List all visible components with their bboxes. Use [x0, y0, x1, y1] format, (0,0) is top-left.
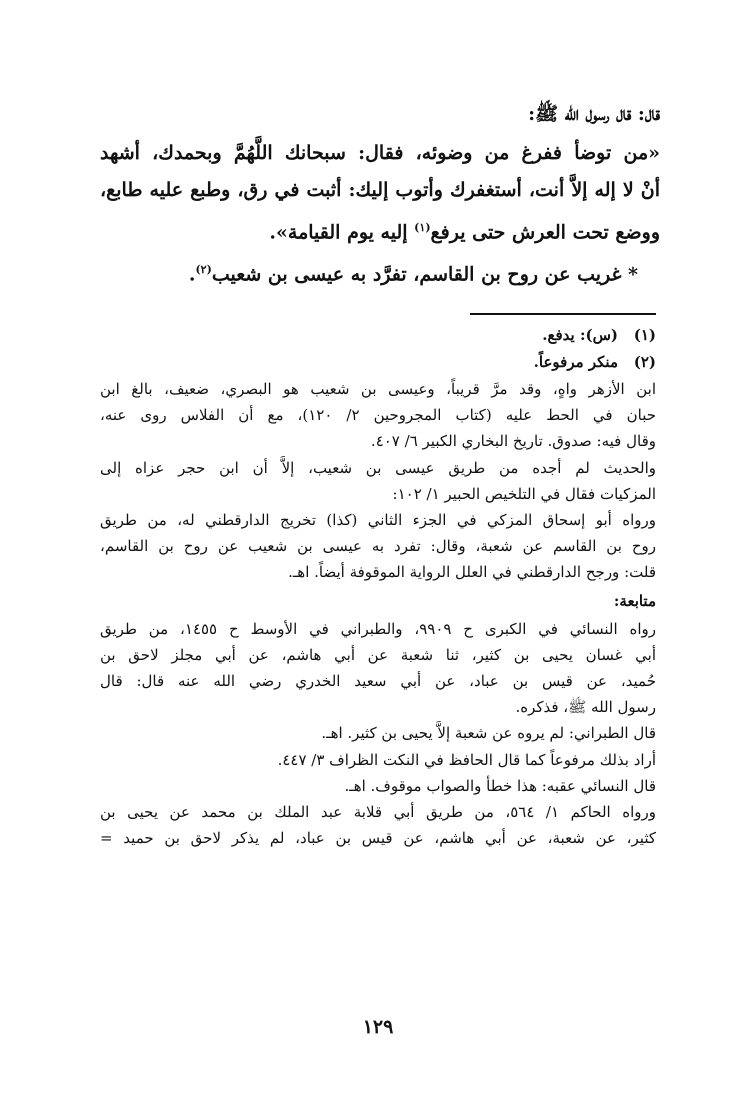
footnote-2 — [100, 349, 656, 376]
main-line-2: «من توضأ ففرغ من وضوئه، فقال: سبحانك اللَّهُمَّ وبحمدك، أشهد — [100, 142, 660, 164]
note-para-1-line-1: ابن الأزهر واهٍ، وقد مرَّ قريباً، وعيسى بن شعيب هو البصري، ضعيف، بالغ ابن — [100, 380, 656, 398]
main-line-5-text: * غريب عن روح بن القاسم، تفرَّد به عيسى بن شعيب — [211, 263, 638, 286]
main-line-1: قال: قال رسول الله ﷺ: — [528, 103, 660, 125]
footnote-divider — [470, 313, 656, 315]
note-para-3-line-3: قلت: ورجح الدارقطني في العلل الرواية الموقوفة أيضاً. اهـ. — [288, 563, 656, 582]
note-para-3-line-1: ورواه أبو إسحاق المزكي في الجزء الثاني (كذا) تخريج الدارقطني له، من طريق — [100, 511, 656, 530]
note-para-4-line-1: رواه النسائي في الكبرى ح ٩٩٠٩، والطبراني في الأوسط ح ١٤٥٥، من طريق — [100, 619, 657, 638]
note-para-2-line-2: المزكيات فقال في التلخيص الحبير ١/ ١٠٢: — [392, 484, 656, 503]
footnote-1-text: (س): يدفع. — [542, 326, 618, 344]
note-para-4-line-3: حُميد، عن قيس بن عباد، عن أبي سعيد الخدري رضي الله عنه قال: قال — [100, 672, 656, 691]
footnote-2-text: منكر مرفوعاً. — [533, 353, 618, 371]
note-para-5: قال الطبراني: لم يروه عن شعبة إلاَّ يحيى بن كثير. اهـ. — [321, 724, 656, 743]
main-text — [100, 96, 660, 294]
note-para-6: أراد بذلك مرفوعاً كما قال الحافظ في النكت الظراف ٣/ ٤٤٧. — [277, 750, 656, 769]
footnote-1 — [100, 322, 656, 349]
footnote-ref-1: (١) — [414, 221, 431, 234]
section-heading-mutabaa: متابعة: — [613, 591, 656, 610]
note-para-4-line-2: أبي غسان يحيى بن كثير، ثنا شعبة عن أبي هاشم، عن أبي مجلز لاحق بن — [100, 645, 656, 664]
note-para-1-line-2: حبان في الحط عليه (كتاب المجروحين ٢/ ١٢٠)، مع أن الفلاس روى عنه، — [100, 406, 656, 425]
main-line-4-text: ووضع تحت العرش حتى يرفع — [430, 221, 660, 244]
page-number: ١٢٩ — [362, 1016, 394, 1038]
footnotes — [100, 322, 656, 851]
main-line-3: أنْ لا إله إلاَّ أنت، أستغفرك وأتوب إليك: أثبت في رق، وطبع عليه طابع، — [100, 179, 660, 201]
main-line-5-end: . — [188, 263, 196, 286]
footnote-1-number: (١) — [633, 326, 656, 344]
note-para-3-line-2: روح بن القاسم عن شعبة، وقال: تفرد به عيسى بن شعيب عن روح بن القاسم، — [100, 537, 656, 556]
note-para-1-line-3: وقال فيه: صدوق. تاريخ البخاري الكبير ٦/ ٤٠٧. — [370, 432, 656, 451]
note-para-2-line-1: والحديث لم أجده من طريق عيسى بن شعيب، إلاَّ أن ابن حجر عزاه إلى — [100, 458, 656, 477]
note-para-4-line-4: رسول الله ﷺ، فذكره. — [515, 698, 656, 717]
note-para-8-line-1: ورواه الحاكم ١/ ٥٦٤، من طريق أبي قلابة عبد الملك بن محمد عن يحيى بن — [100, 803, 656, 822]
note-para-8-line-2: كثير، عن شعبة، عن أبي هاشم، عن قيس بن عباد، لم يذكر لاحق بن حميد = — [100, 829, 656, 848]
footnote-2-number: (٢) — [633, 353, 656, 371]
footnote-ref-2: (٢) — [195, 263, 212, 277]
main-line-5 — [100, 251, 660, 293]
note-para-7: قال النسائي عقبه: هذا خطأ والصواب موقوف. اهـ. — [344, 776, 656, 795]
main-line-4-end: إليه يوم القيامة». — [269, 221, 415, 244]
main-line-4 — [100, 209, 660, 251]
